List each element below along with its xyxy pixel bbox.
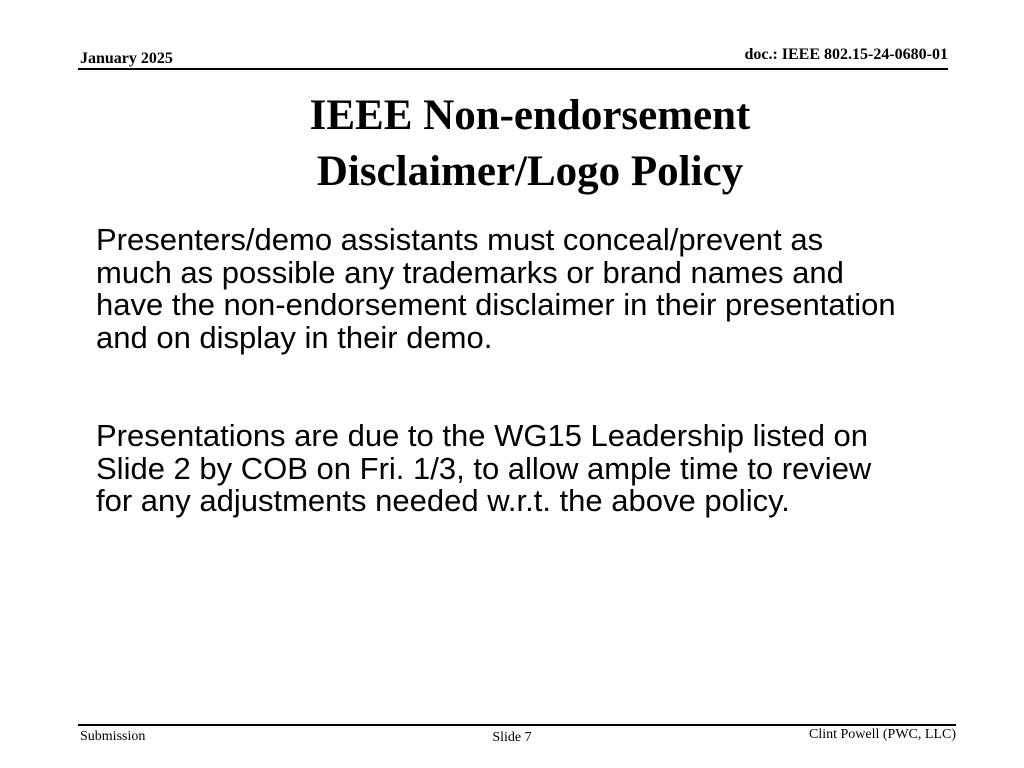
header-divider bbox=[78, 68, 948, 70]
footer-slide-number: Slide 7 bbox=[492, 730, 532, 745]
body-paragraph-2-line: for any adjustments needed w.r.t. the above policy. bbox=[96, 483, 790, 518]
header-doc-id: doc.: IEEE 802.15-24-0680-01 bbox=[744, 46, 948, 63]
body-paragraph-1-line: and on display in their demo. bbox=[96, 319, 493, 355]
slide-title bbox=[40, 88, 1020, 200]
body-paragraph-1-line: Presenters/demo assistants must conceal/prevent as bbox=[96, 222, 824, 257]
header-date: January 2025 bbox=[80, 50, 173, 67]
slide-title-line-2: Disclaimer/Logo Policy bbox=[316, 148, 744, 195]
body-paragraph-1-line: have the non-endorsement disclaimer in their presentation bbox=[96, 287, 896, 322]
body-paragraph-2-line: Presentations are due to the WG15 Leadership listed on bbox=[96, 418, 869, 453]
footer-submission: Submission bbox=[80, 729, 146, 744]
footer-author: Clint Powell (PWC, LLC) bbox=[809, 727, 956, 742]
body-paragraph-2 bbox=[96, 420, 1006, 518]
body-paragraph-2-line: Slide 2 by COB on Fri. 1/3, to allow ample time to review bbox=[96, 450, 872, 486]
body-paragraph-1-line: much as possible any trademarks or brand names and bbox=[96, 254, 844, 290]
footer-divider bbox=[78, 724, 956, 726]
slide-title-line-1: IEEE Non-endorsement bbox=[309, 92, 751, 139]
body-paragraph-1 bbox=[96, 224, 1006, 354]
